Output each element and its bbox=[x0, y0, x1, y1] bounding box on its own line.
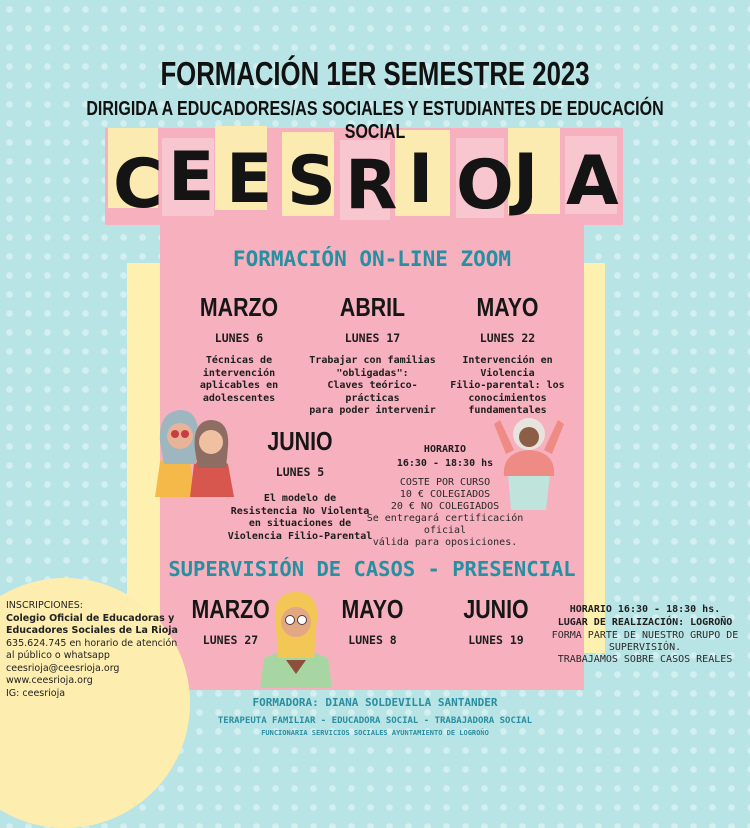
session-mayo bbox=[450, 292, 565, 418]
logo-letter: S bbox=[287, 142, 336, 221]
session-topic: Técnicas de intervención aplicables en adolescentes bbox=[199, 355, 279, 404]
page-subtitle: DIRIGIDA A EDUCADORES/AS SOCIALES Y ESTUDIANTES DE EDUCACIÓN SOCIAL bbox=[86, 98, 664, 143]
schedule-label: HORARIO bbox=[423, 444, 467, 455]
supervision-heading: SUPERVISIÓN DE CASOS - PRESENCIAL bbox=[168, 557, 576, 581]
session-month: JUNIO bbox=[267, 426, 333, 456]
logo-letter: J bbox=[513, 140, 539, 219]
session-day: LUNES 27 bbox=[202, 633, 259, 647]
supervision-junio bbox=[452, 594, 540, 647]
session-month: MAYO bbox=[476, 292, 539, 322]
supervision-mayo bbox=[330, 594, 415, 647]
session-month: MARZO bbox=[199, 292, 279, 322]
online-heading: FORMACIÓN ON-LINE ZOOM bbox=[232, 247, 512, 271]
session-topic: Intervención en Violencia Filio-parental: los conocimientos fundamentales bbox=[450, 355, 565, 416]
session-day: LUNES 19 bbox=[468, 633, 524, 647]
trainer-name: FORMADORA: DIANA SOLDEVILLA SANTANDER bbox=[252, 696, 498, 709]
session-month: ABRIL bbox=[339, 292, 406, 322]
supervision-place: LUGAR DE REALIZACIÓN: LOGROÑO bbox=[557, 617, 733, 628]
logo-letter: C bbox=[113, 145, 163, 224]
logo-letter: O bbox=[456, 146, 514, 225]
schedule-time: 16:30 - 18:30 hs bbox=[396, 458, 494, 469]
session-marzo bbox=[183, 292, 295, 405]
session-month: MARZO bbox=[191, 594, 270, 624]
cost-info: COSTE POR CURSO 10 € COLEGIADOS 20 € NO COLEGIADOS Se entregará certificación oficial válida para oposiciones. bbox=[366, 477, 524, 548]
inscriptions-email[interactable]: ceesrioja@ceesrioja.org bbox=[6, 662, 120, 674]
session-topic: Trabajar con familias "obligadas": Claves teórico-prácticas para poder intervenir bbox=[309, 355, 436, 416]
session-abril bbox=[305, 292, 440, 418]
page-title: FORMACIÓN 1ER SEMESTRE 2023 bbox=[160, 55, 590, 92]
session-day: LUNES 17 bbox=[344, 331, 401, 345]
logo-letter: R bbox=[345, 146, 398, 225]
session-day: LUNES 8 bbox=[348, 633, 397, 647]
supervision-schedule: HORARIO 16:30 - 18:30 hs. bbox=[569, 604, 721, 615]
inscriptions-block bbox=[6, 600, 196, 700]
trainer-illustration bbox=[256, 588, 336, 688]
inscriptions-website[interactable]: www.ceesrioja.org bbox=[6, 675, 93, 686]
session-month: JUNIO bbox=[463, 594, 529, 624]
woman-illustration bbox=[486, 404, 572, 510]
inscriptions-org: Colegio Oficial de Educadoras y Educadores Sociales de La Rioja bbox=[6, 612, 178, 636]
logo-letter: E bbox=[168, 138, 215, 217]
logo-letter: A bbox=[566, 142, 619, 221]
session-topic: El modelo de Resistencia No Violenta en situaciones de Violencia Filio-Parental bbox=[227, 493, 373, 542]
session-day: LUNES 6 bbox=[214, 331, 264, 345]
supervision-notes: FORMA PARTE DE NUESTRO GRUPO DE SUPERVISIÓN. TRABAJAMOS SOBRE CASOS REALES bbox=[551, 630, 739, 665]
inscriptions-phone: 635.624.745 en horario de atención bbox=[6, 637, 178, 649]
trainer-position: FUNCIONARIA SERVICIOS SOCIALES AYUNTAMIENTO DE LOGROÑO bbox=[261, 729, 489, 737]
women-illustration bbox=[150, 402, 240, 497]
trainer-roles: TERAPEUTA FAMILIAR - EDUCADORA SOCIAL - TRABAJADORA SOCIAL bbox=[217, 716, 533, 726]
session-day: LUNES 5 bbox=[275, 465, 325, 479]
inscriptions-instagram[interactable]: IG: ceesrioja bbox=[6, 687, 66, 699]
session-month: MAYO bbox=[341, 594, 404, 624]
inscriptions-hours: al público o whatsapp bbox=[6, 650, 110, 661]
logo-letter: E bbox=[226, 140, 273, 219]
inscriptions-label: INSCRIPCIONES: bbox=[6, 600, 83, 611]
logo-letter: I bbox=[408, 140, 434, 219]
supervision-details bbox=[545, 604, 745, 666]
session-day: LUNES 22 bbox=[479, 331, 536, 345]
